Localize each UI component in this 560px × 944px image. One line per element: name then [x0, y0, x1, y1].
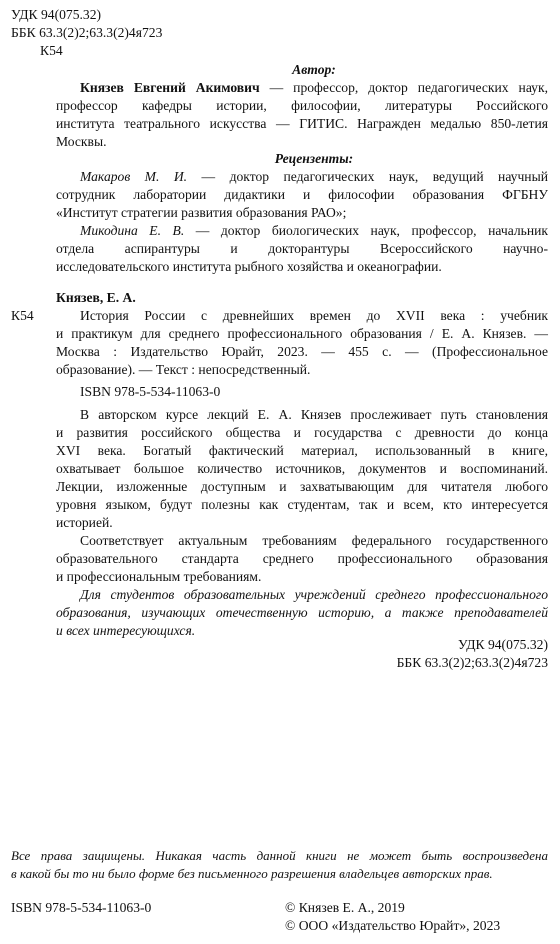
- author-name: Князев Евгений Акимович: [80, 80, 260, 95]
- reviewer-2-line-3: исследовательского института рыбного хозяйства и океанографии.: [56, 259, 442, 274]
- catalog-isbn: ISBN 978-5-534-11063-0: [80, 384, 221, 399]
- footer-copyright-publisher: © ООО «Издательство Юрайт», 2023: [285, 918, 501, 933]
- abstract-p1-line-3: XVI века. Богатый фактический материал, использованный в книге,: [56, 443, 548, 458]
- catalog-author-head: Князев, Е. А.: [56, 290, 136, 305]
- bottom-bbk-code: ББК 63.3(2)2;63.3(2)4я723: [396, 655, 548, 670]
- catalog-line-3: Москва : Издательство Юрайт, 2023. — 455 с. — (Профессиональное: [56, 344, 548, 359]
- abstract-p3-line-3: и всех интересующихся.: [56, 623, 196, 638]
- abstract-p1-line-4: охватывает большое количество источников, документов и воспоминаний.: [56, 461, 548, 476]
- rights-line-2: в какой бы то ни было форме без письменного разрешения владельцев авторских прав.: [11, 866, 493, 881]
- rights-line-1: Все права защищены. Никакая часть данной книги не может быть воспроизведена: [11, 848, 548, 863]
- abstract-p2-line-1: Соответствует актуальным требованиям федерального государственного: [80, 533, 548, 548]
- abstract-p1-line-7: историей.: [56, 515, 113, 530]
- catalog-line-2: и практикум для среднего профессионального образования / Е. А. Князев. —: [56, 326, 548, 341]
- author-line-3: института театрального искусства — ГИТИС. Награжден медалью 850-летия: [56, 116, 548, 131]
- abstract-p1-line-6: уровня языком, будут полезны как студентам, так и всем, кто интересуется: [56, 497, 548, 512]
- bbk-code: ББК 63.3(2)2;63.3(2)4я723: [11, 25, 163, 40]
- author-line-2: профессор кафедры истории, философии, литературы Российского: [56, 98, 548, 113]
- reviewers-heading: Рецензенты:: [274, 151, 354, 166]
- author-heading: Автор:: [292, 62, 336, 77]
- reviewer-1-line-2: сотрудник лаборатории дидактики и философии образования ФГБНУ: [56, 187, 548, 202]
- abstract-p2-line-3: и профессиональным требованиям.: [56, 569, 262, 584]
- author-line-4: Москвы.: [56, 134, 107, 149]
- reviewer-1-name: Макаров М. И.: [80, 169, 188, 184]
- udk-code: УДК 94(075.32): [11, 7, 102, 22]
- abstract-p2-line-2: образовательного стандарта среднего профессионального образования: [56, 551, 548, 566]
- abstract-p3-line-2: образования, изучающих отечественную историю, а также преподавателей: [56, 605, 548, 620]
- abstract-p1-line-5: Лекции, изложенные доступным и захватывающим для читателя любого: [56, 479, 548, 494]
- bottom-udk-code: УДК 94(075.32): [457, 637, 548, 652]
- reviewer-1-line-3: «Институт стратегии развития образования РАО»;: [56, 205, 347, 220]
- catalog-mark: К54: [11, 308, 34, 323]
- reviewer-2-line-2: отдела аспирантуры и докторантуры Всероссийского научно-: [56, 241, 548, 256]
- footer-copyright-author: © Князев Е. А., 2019: [285, 900, 405, 915]
- footer-isbn: ISBN 978-5-534-11063-0: [11, 900, 152, 915]
- abstract-p1-line-1: В авторском курсе лекций Е. А. Князев прослеживает путь становления: [80, 407, 548, 422]
- reviewer-1-line-1: Макаров М. И. — доктор педагогических наук, ведущий научный: [80, 169, 548, 184]
- catalog-line-4: образование). — Текст : непосредственный.: [56, 362, 311, 377]
- abstract-p1-line-2: и развития российского общества и государства с древности до конца: [56, 425, 548, 440]
- reviewer-2-name: Микодина Е. В.: [80, 223, 185, 238]
- author-mark: К54: [40, 43, 63, 58]
- abstract-p3-line-1: Для студентов образовательных учреждений среднего профессионального: [80, 587, 548, 602]
- reviewer-2-line-1: Микодина Е. В. — доктор биологических наук, профессор, начальник: [80, 223, 548, 238]
- author-line-1: Князев Евгений Акимович — профессор, доктор педагогических наук,: [80, 80, 548, 95]
- catalog-line-1: История России с древнейших времен до XVII века : учебник: [80, 308, 548, 323]
